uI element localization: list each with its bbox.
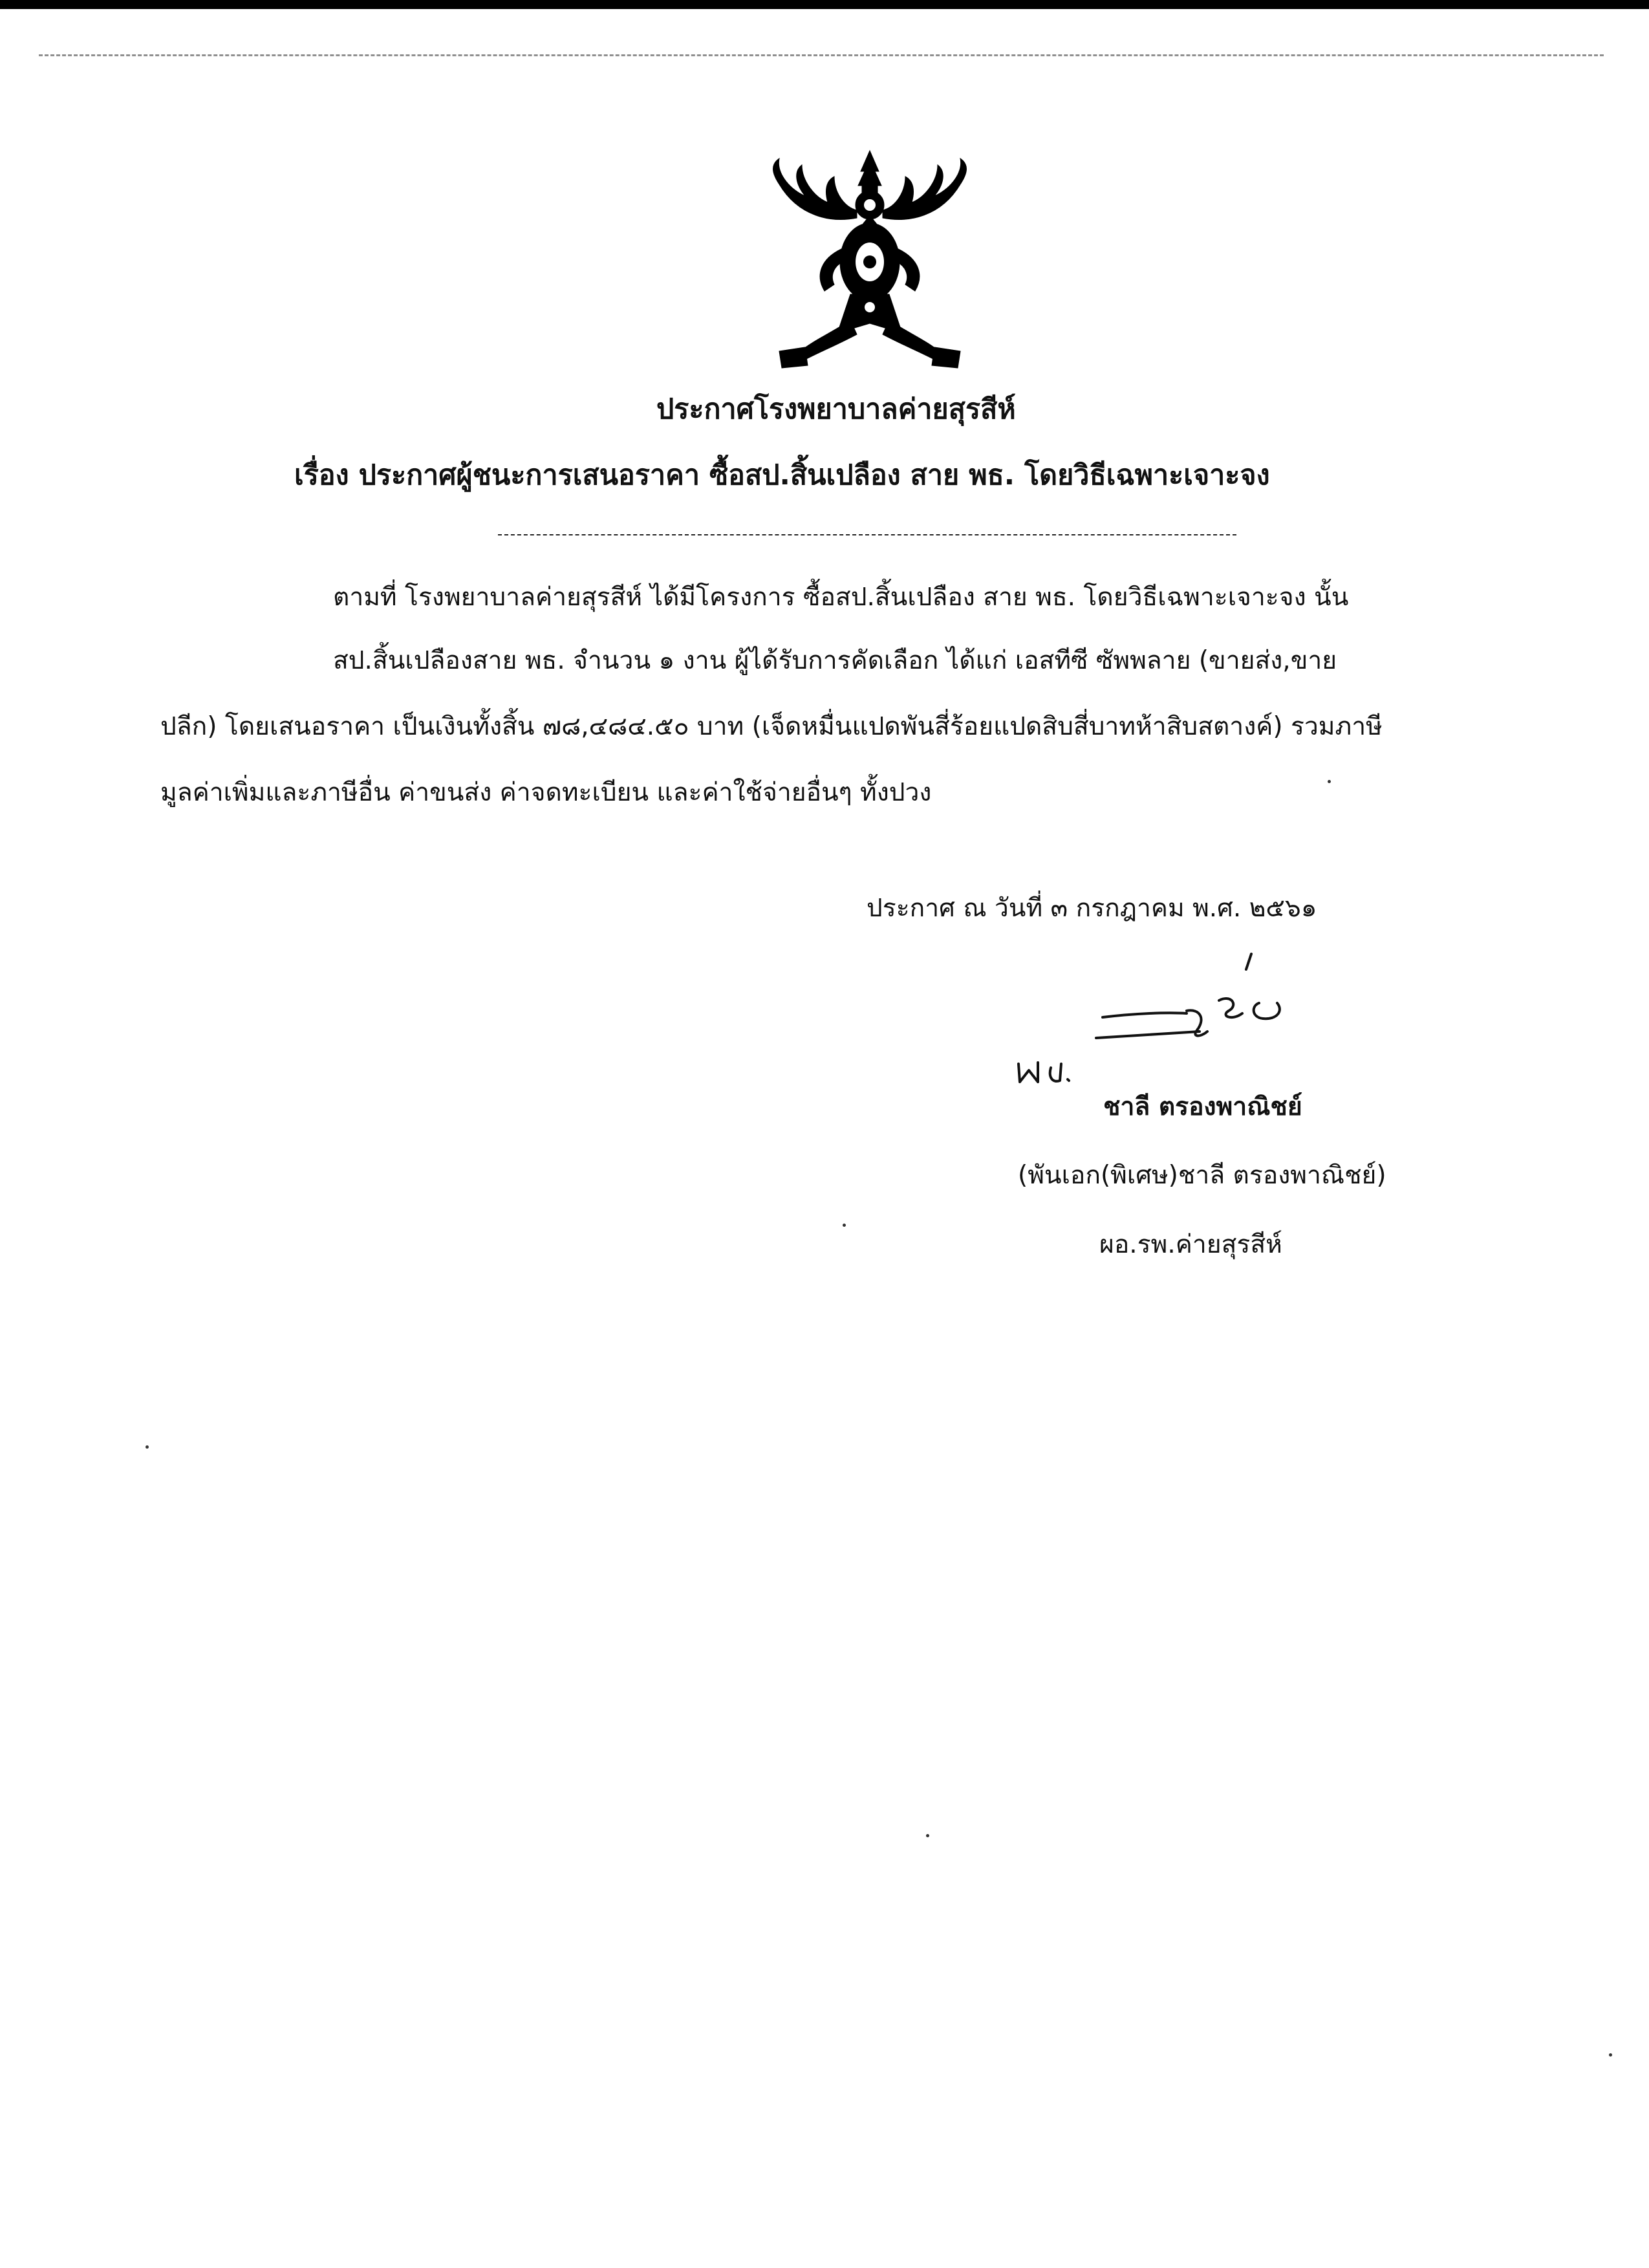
announcement-subject: เรื่อง ประกาศผู้ชนะการเสนอราคา ซื้อสป.สิ้นเปลือง สาย พธ. โดยวิธีเฉพาะเจาะจง — [294, 459, 1270, 491]
scan-speck — [146, 1445, 149, 1449]
scan-speck — [926, 1834, 929, 1837]
scan-speck — [1609, 2053, 1612, 2057]
title-divider — [498, 534, 1236, 535]
body-line: ตามที่ โรงพยาบาลค่ายสุรสีห์ ได้มีโครงการ ซื้อสป.สิ้นเปลือง สาย พธ. โดยวิธีเฉพาะเจาะจง นั้น — [333, 583, 1349, 612]
announcement-title: ประกาศโรงพยาบาลค่ายสุรสีห์ — [656, 393, 1016, 426]
body-line: มูลค่าเพิ่มและภาษีอื่น ค่าขนส่ง ค่าจดทะเบียน และค่าใช้จ่ายอื่นๆ ทั้งปวง — [160, 778, 932, 807]
announcement-date: ประกาศ ณ วันที่ ๓ กรกฎาคม พ.ศ. ๒๕๖๑ — [867, 894, 1317, 923]
garuda-emblem-icon — [753, 146, 986, 378]
scan-dashed-line — [39, 54, 1604, 56]
handwritten-signature — [1006, 941, 1342, 1090]
scan-speck — [1328, 780, 1331, 783]
scan-edge — [0, 0, 1649, 9]
signer-fullname: (พันเอก(พิเศษ)ชาลี ตรองพาณิชย์) — [1018, 1161, 1386, 1190]
scan-speck — [843, 1224, 846, 1227]
body-line: สป.สิ้นเปลืองสาย พธ. จำนวน ๑ งาน ผู้ได้รับการคัดเลือก ได้แก่ เอสทีซี ซัพพลาย (ขายส่ง,ขาย — [333, 646, 1337, 675]
body-line: ปลีก) โดยเสนอราคา เป็นเงินทั้งสิ้น ๗๘,๔๘๔.๕๐ บาท (เจ็ดหมื่นแปดพันสี่ร้อยแปดสิบสี่บาทห้าสิบสตางค์) รวมภาษี — [160, 712, 1383, 741]
signer-position: ผอ.รพ.ค่ายสุรสีห์ — [1099, 1230, 1282, 1259]
signer-name: ชาลี ตรองพาณิชย์ — [1103, 1092, 1302, 1121]
